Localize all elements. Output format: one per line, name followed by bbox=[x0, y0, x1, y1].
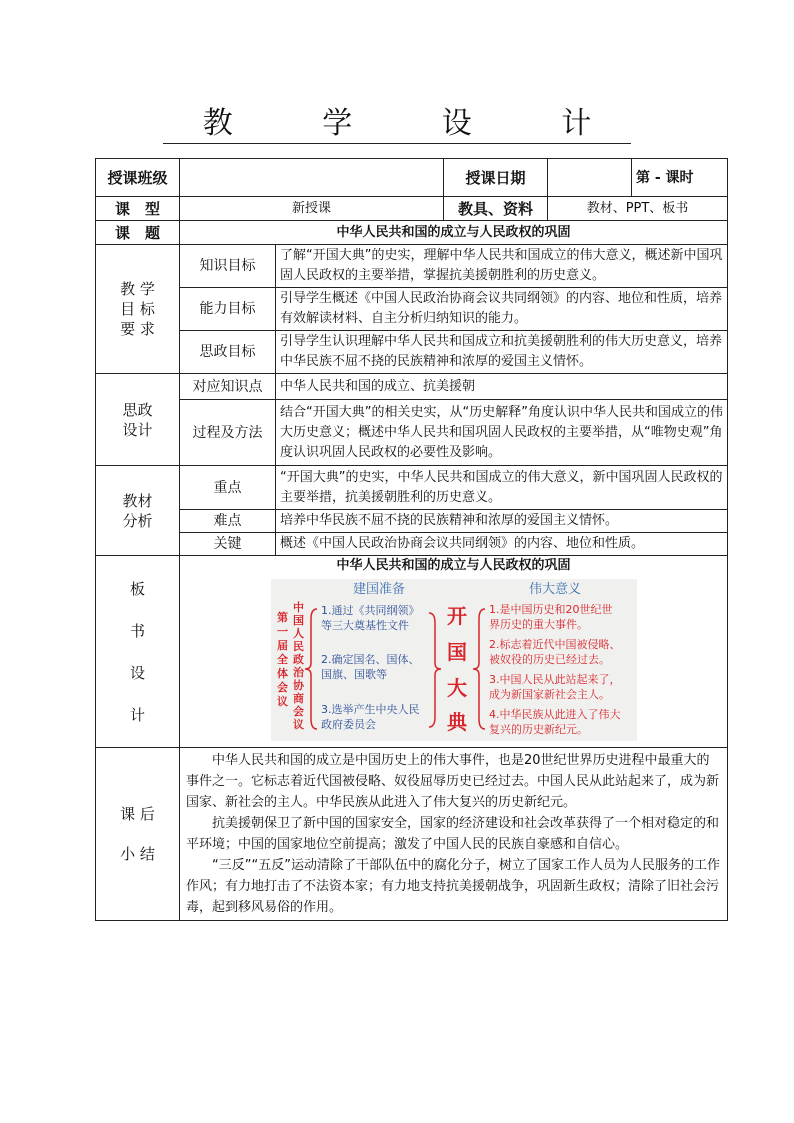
row-ideology-goal bbox=[96, 331, 728, 374]
ideology-goal-text: 引导学生认识理解中华人民共和国成立和抗美援朝胜利的伟大历史意义，培养中华民族不屈不挠的民族精神和浓厚的爱国主义情怀。 bbox=[276, 331, 728, 374]
critical-point-text: 概述《中国人民政治协商会议共同纲领》的内容、地位和性质。 bbox=[276, 533, 728, 556]
left-items bbox=[321, 603, 420, 731]
ability-goal-label: 能力目标 bbox=[180, 288, 276, 331]
summary-paragraph: “三反”“五反”运动清除了干部队伍中的腐化分子，树立了国家工作人员为人民服务的工作作风；有力地打击了不法资本家；有力地支持抗美援朝战争，巩固新生政权；清除了旧社会污毒，起到移风易俗的作用。 bbox=[186, 858, 720, 915]
date-label: 授课日期 bbox=[444, 159, 548, 197]
right-item-line: 3.中国人民从此站起来了， bbox=[488, 673, 620, 686]
center-title bbox=[447, 604, 468, 734]
summary-content bbox=[180, 748, 728, 921]
vertical-char: 议 bbox=[276, 695, 288, 708]
center-char: 典 bbox=[446, 710, 467, 734]
row-key-point bbox=[96, 466, 728, 510]
lesson-plan-table bbox=[95, 158, 728, 921]
board-label bbox=[96, 556, 180, 748]
document-title bbox=[0, 98, 794, 142]
row-summary bbox=[96, 748, 728, 921]
difficult-point-label: 难点 bbox=[180, 510, 276, 533]
row-topic bbox=[96, 221, 728, 245]
right-items bbox=[489, 602, 621, 736]
board-title: 中华人民共和国的成立与人民政权的巩固 bbox=[336, 558, 571, 573]
vertical-char: 治 bbox=[292, 666, 304, 679]
summary-label-line: 课 后 bbox=[120, 805, 155, 823]
board-diagram bbox=[271, 579, 637, 741]
vertical-char: 届 bbox=[276, 639, 288, 652]
type-label: 课 型 bbox=[96, 197, 180, 221]
topic-value: 中华人民共和国的成立与人民政权的巩固 bbox=[180, 221, 728, 245]
vertical-char: 第 bbox=[276, 611, 288, 624]
vertical-meeting-label bbox=[277, 600, 305, 731]
left-brace bbox=[305, 609, 317, 729]
ideology-goal-label: 思政目标 bbox=[180, 331, 276, 374]
left-header: 建国准备 bbox=[352, 582, 405, 597]
left-item-line: 1.通过《共同纲领》 bbox=[320, 604, 419, 617]
vertical-char: 全 bbox=[276, 653, 288, 666]
right-item-line: 4.中华民族从此进入了伟大 bbox=[488, 708, 620, 721]
summary-label bbox=[96, 748, 180, 921]
left-item-line: 等三大奠基性文件 bbox=[320, 619, 409, 632]
board-content bbox=[180, 556, 728, 748]
knowledge-points-text: 中华人民共和国的成立、抗美援朝 bbox=[276, 374, 728, 400]
row-knowledge-points bbox=[96, 374, 728, 400]
row-knowledge-goal bbox=[96, 245, 728, 288]
right-item-line: 复兴的历史新纪元。 bbox=[488, 723, 588, 736]
left-item-line: 国旗、国歌等 bbox=[320, 668, 387, 681]
left-item-line: 政府委员会 bbox=[320, 718, 376, 731]
topic-label: 课 题 bbox=[96, 221, 180, 245]
class-label: 授课班级 bbox=[96, 159, 180, 197]
vertical-char: 会 bbox=[292, 705, 304, 718]
critical-point-label: 关键 bbox=[180, 533, 276, 556]
right-item-line: 界历史的重大事件。 bbox=[488, 618, 588, 631]
right-item-line: 被奴役的历史已经过去。 bbox=[488, 653, 610, 666]
class-value bbox=[180, 159, 444, 197]
vertical-char: 会 bbox=[276, 681, 288, 694]
key-point-label: 重点 bbox=[180, 466, 276, 510]
vertical-char: 国 bbox=[292, 614, 304, 627]
tools-label: 教具、资料 bbox=[444, 197, 548, 221]
center-char: 大 bbox=[446, 676, 467, 700]
board-label-char: 设 bbox=[129, 663, 145, 682]
row-type bbox=[96, 197, 728, 221]
analysis-label: 教材 分析 bbox=[96, 466, 180, 556]
knowledge-goal-text: 了解“开国大典”的史实，理解中华人民共和国成立的伟大意义，概述新中国巩固人民政权的主要举措，掌握抗美援朝胜利的历史意义。 bbox=[276, 245, 728, 288]
board-label-char: 书 bbox=[129, 621, 145, 640]
difficult-point-text: 培养中华民族不屈不挠的民族精神和浓厚的爱国主义情怀。 bbox=[276, 510, 728, 533]
summary-label-line: 小 结 bbox=[120, 845, 155, 863]
vertical-char: 政 bbox=[292, 653, 304, 666]
board-diagram-svg bbox=[271, 579, 637, 741]
right-brace bbox=[473, 609, 485, 729]
vertical-char: 民 bbox=[292, 640, 304, 653]
right-item-line: 成为新国家新社会主人。 bbox=[488, 688, 610, 701]
vertical-char: 商 bbox=[292, 692, 304, 705]
date-value bbox=[548, 159, 632, 197]
sizheng-label: 思政 设计 bbox=[96, 374, 180, 466]
vertical-char: 体 bbox=[276, 667, 288, 680]
left-item-line: 3.选举产生中央人民 bbox=[320, 703, 419, 716]
center-char: 国 bbox=[446, 640, 467, 664]
vertical-char: 中 bbox=[292, 601, 304, 614]
row-ability-goal bbox=[96, 288, 728, 331]
key-point-text: “开国大典”的史实，中华人民共和国成立的伟大意义，新中国巩固人民政权的主要举措，抗美援朝胜利的历史意义。 bbox=[276, 466, 728, 510]
row-critical-point bbox=[96, 533, 728, 556]
right-item-line: 2.标志着近代中国被侵略、 bbox=[488, 638, 620, 651]
board-label-char: 计 bbox=[129, 705, 145, 724]
knowledge-points-label: 对应知识点 bbox=[180, 374, 276, 400]
summary-paragraph: 抗美援朝保卫了新中国的国家安全，国家的经济建设和社会改革获得了一个相对稳定的和平环境；中国的国家地位空前提高；激发了中国人民的民族自豪感和自信心。 bbox=[186, 816, 720, 852]
period-label: 第 - 课时 bbox=[632, 159, 728, 197]
summary-paragraph: 中华人民共和国的成立是中国历史上的伟大事件，也是20世纪世界历史进程中最重大的事件之一。它标志着近代国被侵略、奴役屈辱历史已经过去。中国人民从此站起来了，成为新国家、新社会的主人。中华民族从此进入了伟大复兴的历史新纪元。 bbox=[186, 753, 720, 810]
vertical-char: 人 bbox=[292, 627, 304, 640]
type-value: 新授课 bbox=[180, 197, 444, 221]
center-left-brace bbox=[429, 613, 441, 727]
goals-label: 教 学 目 标 要 求 bbox=[96, 245, 180, 374]
tools-value: 教材、PPT、板书 bbox=[548, 197, 728, 221]
row-class-info bbox=[96, 159, 728, 197]
row-method bbox=[96, 400, 728, 466]
method-label: 过程及方法 bbox=[180, 400, 276, 466]
vertical-char: 协 bbox=[292, 679, 304, 692]
vertical-char: 一 bbox=[276, 625, 288, 638]
ability-goal-text: 引导学生概述《中国人民政治协商会议共同纲领》的内容、地位和性质，培养有效解读材料、自主分析归纳知识的能力。 bbox=[276, 288, 728, 331]
knowledge-goal-label: 知识目标 bbox=[180, 245, 276, 288]
right-item-line: 1.是中国历史和20世纪世 bbox=[488, 603, 612, 616]
method-text: 结合“开国大典”的相关史实，从“历史解释”角度认识中华人民共和国成立的伟大历史意义；概述中华人民共和国巩固人民政权的主要举措，从“唯物史观”角度认识巩固人民政权的必要性及影响。 bbox=[276, 400, 728, 466]
left-item-line: 2.确定国名、国体、 bbox=[320, 653, 419, 666]
row-difficult-point bbox=[96, 510, 728, 533]
board-label-char: 板 bbox=[129, 579, 145, 598]
vertical-char: 议 bbox=[292, 718, 304, 731]
row-board-design bbox=[96, 556, 728, 748]
document-title-text: 教 学 设 计 bbox=[163, 106, 632, 144]
right-header: 伟大意义 bbox=[528, 582, 581, 597]
center-char: 开 bbox=[446, 604, 467, 628]
